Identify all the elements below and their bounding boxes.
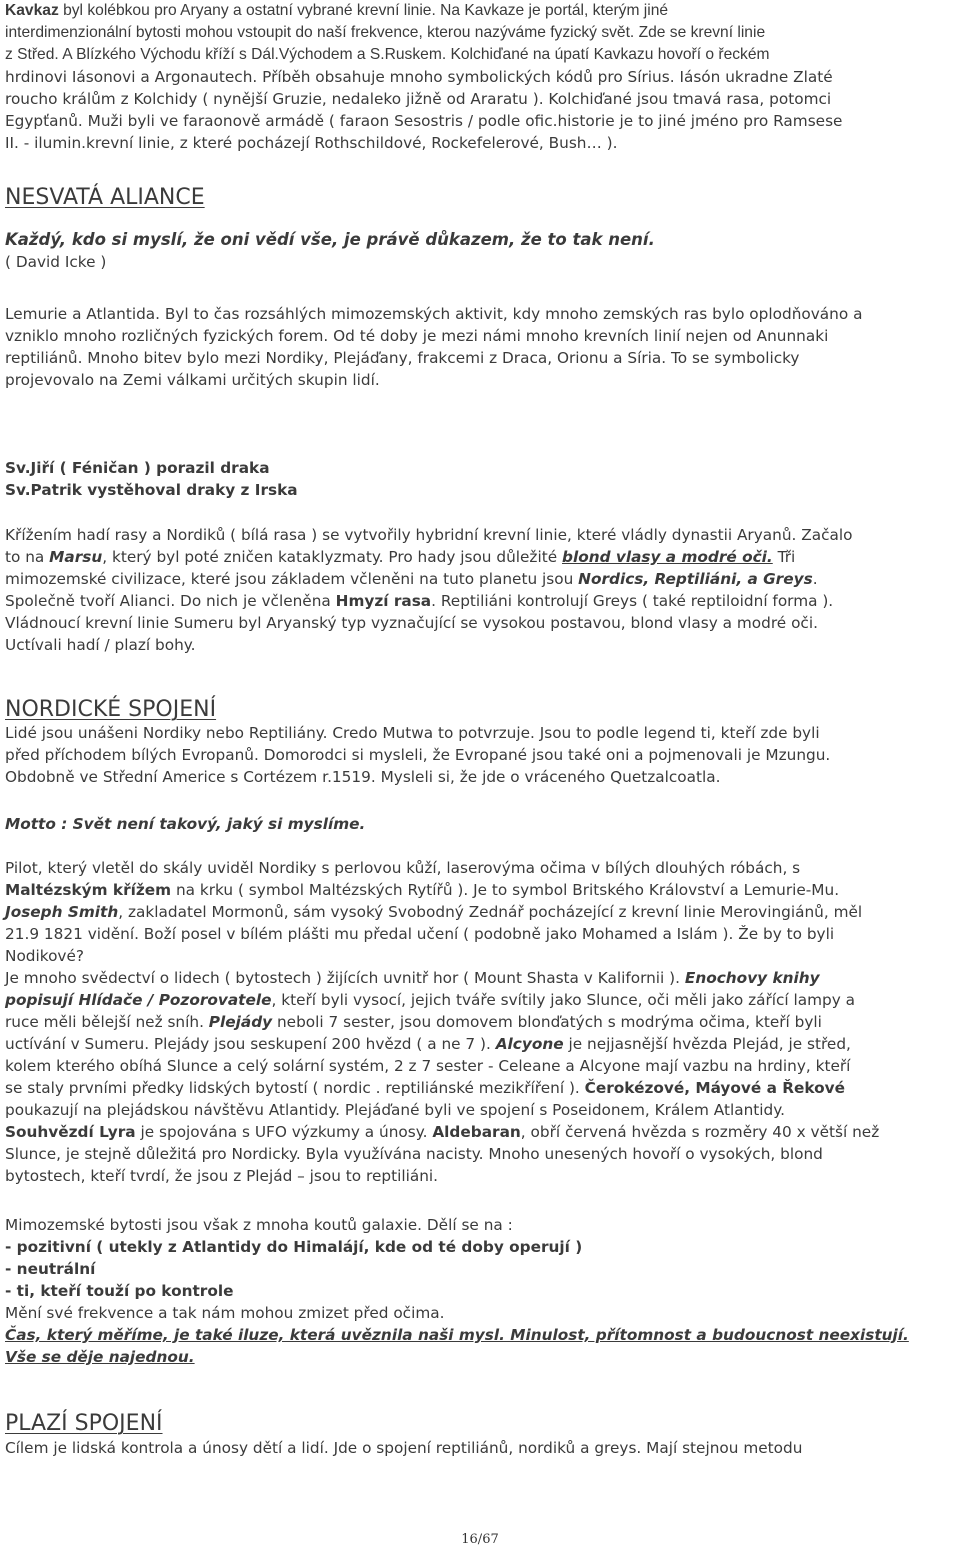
krizeni-paragraph: Křížením hadí rasy a Nordiků ( bílá rasa ) se vytvořily hybridní krevní linie, které vládly dynastii Aryanů. Začalo to na Marsu, který byl poté zničen kataklyzmaty. Pro hady jsou důležité blond vlasy a modré oči. Tři mimozemské civilizace, které jsou základem včleněni na tuto planetu jsou Nordics, Reptiliáni, a Greys. Společně tvoří Alianci. Do nich je včleněna Hmyzí rasa. Reptiliáni kontrolují Greys ( také reptiloidní forma ). Vládnoucí krevní linie Sumeru byl Aryanský typ vyznačující se vysokou postavou, blond vlasy a modré oči. Uctívali hadí / plazí bohy. (5, 526, 853, 654)
plazi-paragraph: Cílem je lidská kontrola a únosy dětí a lidí. Jde o spojení reptiliánů, nordiků a greys. Mají stejnou metodu (5, 1439, 803, 1457)
quote-author: ( David Icke ) (5, 253, 107, 271)
highlight-blond-vlasy: blond vlasy a modré oči. (562, 548, 773, 566)
intro-paragraph: Kavkaz byl kolébkou pro Aryany a ostatní vybrané krevní linie. Na Kavkaze je portál, kterým jiné interdimenzionální bytosti mohou vstoupit do naší frekvence, kterou nazýváme fyzický svět. Zde se krevní linie z Střed. A Blízkého Východu kříží s Dál.Východem a S.Ruskem. Kolchiďané na úpatí Kavkazu hovoří o řeckém hrdinovi Iásonovi a Argonautech. Příběh obsahuje mnoho symbolických kódů pro Sírius. Iásón ukradne Zlaté roucho králům z Kolchidy ( nynější Gruzie, nedaleko jižně od Araratu ). Kolchiďané jsou tmavá rasa, potomci Egypťanů. Muži byli ve faraonově armádě ( faraon Sesostris / podle ofic.historie je to jiné jméno pro Ramsese II. - ilumin.krevní linie, z které pocházejí Rothschildové, Rockefelerové, Bush… ). (5, 2, 843, 152)
nordicke-paragraph: Lidé jsou unášeni Nordiky nebo Reptiliány. Credo Mutwa to potvrzuje. Jsou to podle legend ti, kteří zde byli před příchodem bílých Evropanů. Domorodci si mysleli, že Evropané jsou také oni a pojmenovali je Mzungu. Obdobně ve Střední Americe s Cortézem r.1519. Mysleli si, že jde o vráceného Quetzalcoatla. (5, 724, 831, 786)
saints-lines: Sv.Jiří ( Féničan ) porazil draka Sv.Patrik vystěhoval draky z Irska (5, 459, 298, 499)
pilot-paragraph: Pilot, který vletěl do skály uviděl Nordiky s perlovou kůží, laserovýma očima v bílých dlouhých róbách, s Maltézským křížem na krku ( symbol Maltézských Rytířů ). Je to symbol Britského Království a Lemurie-Mu. Joseph Smith, zakladatel Mormonů, sám vysoký Svobodný Zednář pocházející z krevní linie Merovingiánů, měl 21.9 1821 vidění. Boží posel v bílém plášti mu předal učení ( podobně jako Mohamed a Islám ). Že by to byli Nodikové? Je mnoho svědectví o lidech ( bytostech ) žijících uvnitř hor ( Mount Shasta v Kalifornii ). Enochovy knihy popisují Hlídače / Pozorovatele, kteří byli vysocí, jejich tváře svítily jako Slunce, oči měli jako zářící lampy a ruce měli bělejší než sníh. Plejády neboli 7 sester, jsou domovem blonďatých s modrýma očima, kteří byli uctívání v Sumeru. Plejády jsou seskupení 200 hvězd ( a ne 7 ). Alcyone je nejjasnější hvězda Plejád, je střed, kolem kterého obíhá Slunce a celý solární systém, 2 z 7 sester - Celeane a Alcyone mají vazbu na hrdiny, kteří se staly prvními předky lidských bytostí ( nordic . reptiliánské mezikříření ). Čerokézové, Máyové a Řekové poukazují na plejádskou návštěvu Atlantidy. Plejáďané byli ve spojení s Poseidonem, Králem Atlantidy. Souhvězdí Lyra je spojována s UFO výzkumy a únosy. Aldebaran, obří červená hvězda s rozměry 40 x větší než Slunce, je stejně důležitá pro Nordicky. Byla využívána nacisty. Mnoho unesených hovoří o vysokých, blond bytostech, kteří tvrdí, že jsou z Plejád – jsou to reptiliáni. (5, 859, 880, 1185)
heading-nesvata-aliance: NESVATÁ ALIANCE (5, 185, 205, 210)
quote-block (5, 229, 955, 273)
page-number: 16/67 (461, 1532, 499, 1547)
heading-plazi-spojeni: PLAZÍ SPOJENÍ (5, 1411, 163, 1436)
heading-nordicke-spojeni: NORDICKÉ SPOJENÍ (5, 697, 217, 722)
intro-term-kavkaz: Kavkaz (5, 2, 59, 19)
lemurie-paragraph: Lemurie a Atlantida. Byl to čas rozsáhlých mimozemských aktivit, kdy mnoho zemských ras bylo oplodňováno a vzniklo mnoho rozličných fyzických forem. Od té doby je mezi námi mnoho krevních linií nejen od Anunnaki reptiliánů. Mnoho bitev bylo mezi Nordiky, Plejáďany, frakcemi z Draca, Orionu a Síria. To se symbolicky projevovalo na Zemi válkami určitých skupin lidí. (5, 305, 863, 389)
mimozemske-paragraph: Mimozemské bytosti jsou však z mnoha koutů galaxie. Dělí se na : - pozitivní ( utekly z Atlantidy do Himalájí, kde od té doby operují ) - neutrální - ti, kteří touží po kontrole Mění své frekvence a tak nám mohou zmizet před očima. Čas, který měříme, je také iluze, která uvěznila naši mysl. Minulost, přítomnost a budoucnost neexistují. Vše se děje najednou. (5, 1216, 909, 1366)
quote-text: Každý, kdo si myslí, že oni vědí vše, je právě důkazem, že to tak není. (5, 230, 655, 249)
motto-line: Motto : Svět není takový, jaký si myslíme. (5, 815, 366, 833)
